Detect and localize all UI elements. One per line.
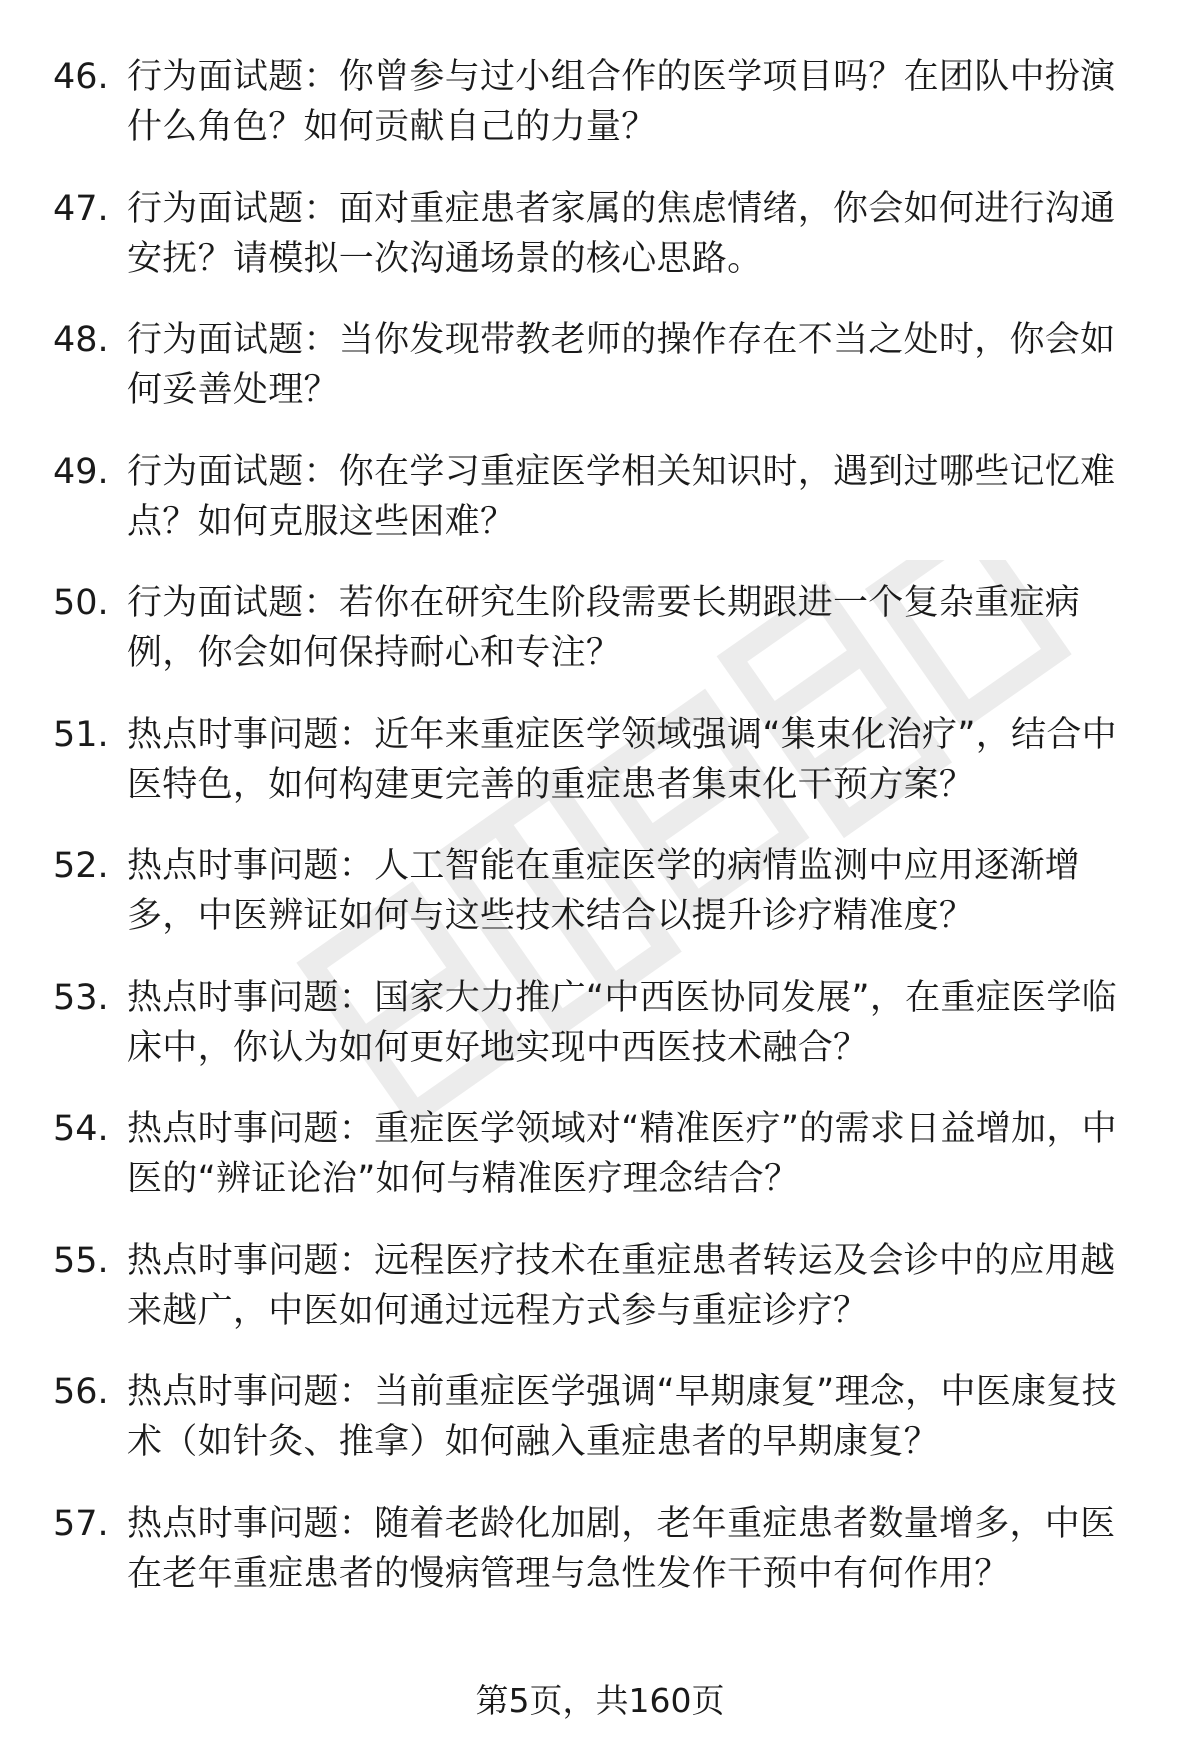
question-item bbox=[0, 315, 1200, 447]
question-item bbox=[0, 447, 1200, 579]
question-text: 行为面试题：你曾参与过小组合作的医学项目吗？在团队中扮演什么角色？如何贡献自己的力量？ bbox=[127, 57, 1116, 147]
question-number: 47. bbox=[53, 188, 109, 229]
question-text: 热点时事问题：远程医疗技术在重症患者转运及会诊中的应用越来越广，中医如何通过远程方式参与重症诊疗？ bbox=[127, 1240, 1116, 1331]
question-text: 行为面试题：若你在研究生阶段需要长期跟进一个复杂重症病例，你会如何保持耐心和专注？ bbox=[127, 583, 1081, 673]
question-text: 行为面试题：你在学习重症医学相关知识时，遇到过哪些记忆难点？如何克服这些困难？ bbox=[127, 451, 1116, 542]
question-list bbox=[0, 52, 1200, 1630]
question-number: 49. bbox=[53, 451, 109, 492]
question-number: 57. bbox=[53, 1503, 109, 1544]
question-number: 56. bbox=[53, 1372, 109, 1412]
question-number: 53. bbox=[53, 977, 109, 1018]
question-item bbox=[0, 578, 1200, 710]
question-item bbox=[0, 1499, 1200, 1631]
question-number: 55. bbox=[53, 1240, 109, 1281]
question-text: 热点时事问题：近年来重症医学领域强调“集束化治疗”，结合中医特色，如何构建更完善的重症患者集束化干预方案？ bbox=[127, 714, 1117, 805]
question-number: 46. bbox=[53, 57, 109, 97]
question-text: 热点时事问题：随着老龄化加剧，老年重症患者数量增多，中医在老年重症患者的慢病管理与急性发作干预中有何作用？ bbox=[127, 1503, 1116, 1594]
question-item bbox=[0, 52, 1200, 184]
question-text: 行为面试题：面对重症患者家属的焦虑情绪，你会如何进行沟通安抚？请模拟一次沟通场景的核心思路。 bbox=[127, 188, 1116, 279]
question-item bbox=[0, 710, 1200, 842]
question-item bbox=[0, 1367, 1200, 1499]
question-text: 热点时事问题：国家大力推广“中西医协同发展”，在重症医学临床中，你认为如何更好地实现中西医技术融合？ bbox=[127, 977, 1117, 1068]
question-number: 48. bbox=[53, 320, 109, 360]
page-indicator: 第5页，共160页 bbox=[475, 1681, 725, 1720]
question-number: 54. bbox=[53, 1109, 109, 1149]
question-number: 52. bbox=[53, 846, 109, 886]
question-text: 热点时事问题：人工智能在重症医学的病情监测中应用逐渐增多，中医辨证如何与这些技术结合以提升诊疗精准度？ bbox=[127, 846, 1081, 936]
question-text: 热点时事问题：重症医学领域对“精准医疗”的需求日益增加，中医的“辨证论治”如何与精准医疗理念结合？ bbox=[127, 1109, 1117, 1199]
question-text: 行为面试题：当你发现带教老师的操作存在不当之处时，你会如何妥善处理？ bbox=[127, 320, 1116, 410]
question-item bbox=[0, 1104, 1200, 1236]
question-number: 50. bbox=[53, 583, 109, 623]
question-number: 51. bbox=[53, 714, 109, 755]
question-item bbox=[0, 841, 1200, 973]
question-text: 热点时事问题：当前重症医学强调“早期康复”理念，中医康复技术（如针灸、推拿）如何融入重症患者的早期康复？ bbox=[127, 1372, 1117, 1462]
question-item bbox=[0, 184, 1200, 316]
question-item bbox=[0, 973, 1200, 1105]
question-item bbox=[0, 1236, 1200, 1368]
